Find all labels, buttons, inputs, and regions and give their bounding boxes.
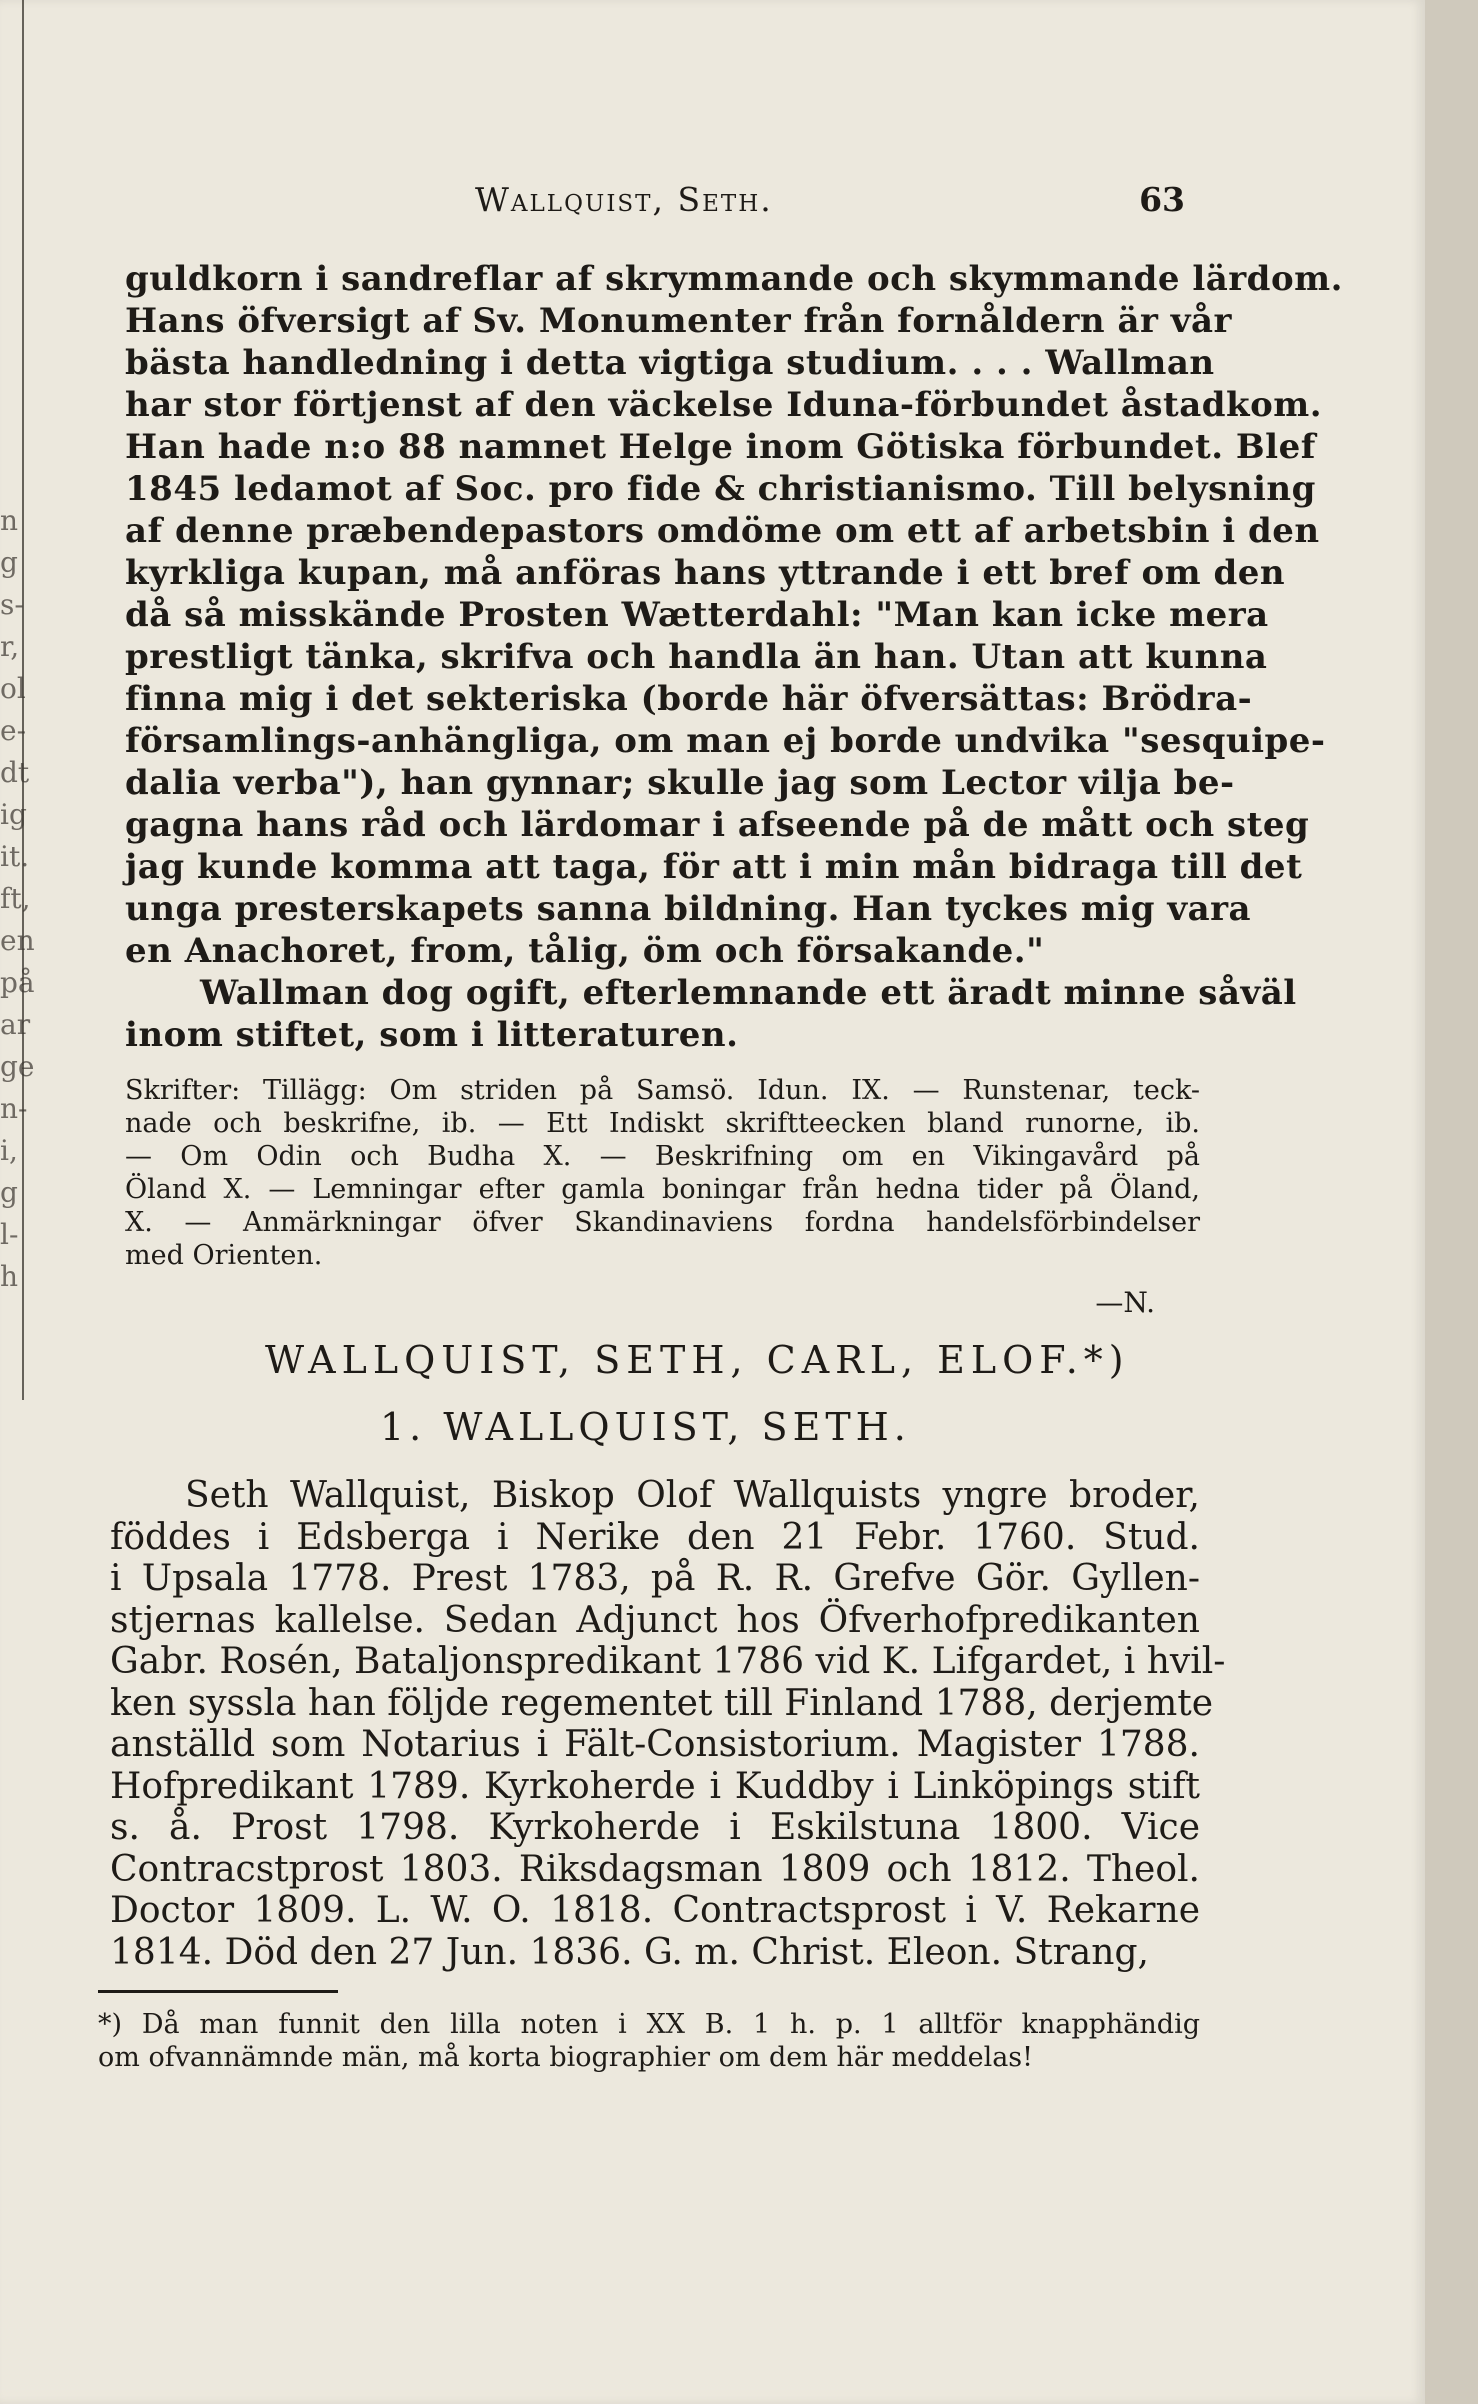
text-line: guldkorn i sandreflar af skrymmande och skymmande lärdom. [125, 259, 1343, 299]
text-line: af denne præbendepastors omdöme om ett af arbetsbin i den [125, 511, 1320, 551]
edge-fragment: n [0, 504, 19, 537]
text-line: Hans öfversigt af Sv. Monumenter från fornåldern är vår [125, 301, 1232, 341]
text-line: 1814. Död den 27 Jun. 1836. G. m. Christ. Eleon. Strang, [110, 1931, 1149, 1973]
edge-fragment: ft, [0, 882, 31, 915]
text-line: dalia verba"), han gynnar; skulle jag som Lector vilja be- [125, 763, 1235, 803]
footnote [98, 2008, 1200, 2074]
page-number: 63 [1139, 180, 1185, 219]
edge-fragment: h [0, 1260, 19, 1293]
text-line: Seth Wallquist, Biskop Olof Wallquists yngre broder, [185, 1475, 1200, 1516]
text-line: en Anachoret, from, tålig, öm och försakande." [125, 931, 1045, 971]
text-line: Wallman dog ogift, efterlemnande ett äradt minne såväl [200, 973, 1297, 1013]
edge-fragment: ge [0, 1050, 35, 1083]
edge-fragment: en [0, 924, 35, 957]
text-line: *) Då man funnit den lilla noten i XX B. 1 h. p. 1 alltför knapphändig [98, 2009, 1200, 2040]
text-line: Gabr. Rosén, Bataljonspredikant 1786 vid K. Lifgardet, i hvil- [110, 1641, 1226, 1682]
writings-list [125, 1074, 1200, 1272]
text-line: X. — Anmärkningar öfver Skandinaviens fordna handelsförbindelser [125, 1207, 1200, 1238]
paragraph-wallman-death [125, 972, 1297, 1056]
text-line: Contracstprost 1803. Riksdagsman 1809 och 1812. Theol. [110, 1848, 1200, 1890]
text-block-seth [110, 1475, 1226, 1973]
text-line: Doctor 1809. L. W. O. 1818. Contractsprost i V. Rekarne [110, 1890, 1200, 1931]
text-line: stjernas kallelse. Sedan Adjunct hos Öfverhofpredikanten [110, 1599, 1200, 1641]
text-line: Hofpredikant 1789. Kyrkoherde i Kuddby i Linköpings stift [110, 1765, 1200, 1807]
edge-fragment: ar [0, 1008, 31, 1041]
text-line: i Upsala 1778. Prest 1783, på R. R. Grefve Gör. Gyllen- [110, 1558, 1200, 1599]
text-line: unga presterskapets sanna bildning. Han tyckes mig vara [125, 889, 1252, 929]
text-line: jag kunde komma att taga, för att i min mån bidraga till det [125, 847, 1303, 887]
text-line: församlings-anhängliga, om man ej borde undvika "sesquipe- [125, 721, 1326, 761]
text-line: inom stiftet, som i litteraturen. [125, 1015, 739, 1055]
text-line: med Orienten. [125, 1240, 323, 1271]
edge-fragment: r, [0, 630, 20, 663]
page-shadow [1425, 0, 1478, 2404]
text-block-wallman [125, 258, 1343, 1319]
text-line: Öland X. — Lemningar efter gamla boningar från hedna tider på Öland, [125, 1174, 1200, 1205]
text-line: 1845 ledamot af Soc. pro fide & christianismo. Till belysning [125, 469, 1316, 509]
edge-fragment: l- [0, 1218, 19, 1251]
text-line: Skrifter: Tillägg: Om striden på Samsö. Idun. IX. — Runstenar, teck- [125, 1075, 1200, 1106]
section-heading: WALLQUIST, SETH, CARL, ELOF.*) [265, 1338, 1130, 1382]
paragraph-seth-biography [110, 1475, 1226, 1973]
edge-fragment: g [0, 1176, 18, 1209]
subsection-heading: 1. WALLQUIST, SETH. [380, 1405, 911, 1449]
edge-fragment: it. [0, 840, 30, 873]
edge-fragment: i, [0, 1134, 18, 1167]
edge-fragment: ol [0, 672, 26, 705]
edge-fragment: på [0, 966, 35, 999]
footnote-rule [98, 1990, 338, 1993]
edge-fragment: g [0, 546, 18, 579]
edge-fragment: s- [0, 588, 24, 621]
text-line: nade och beskrifne, ib. — Ett Indiskt skriftteecken bland runorne, ib. [125, 1108, 1200, 1139]
text-line: Han hade n:o 88 namnet Helge inom Götiska förbundet. Blef [125, 427, 1316, 467]
text-line: — Om Odin och Budha X. — Beskrifning om en Vikingavård på [125, 1141, 1200, 1172]
text-line: föddes i Edsberga i Nerike den 21 Febr. 1760. Stud. [110, 1516, 1200, 1558]
text-line: har stor förtjenst af den väckelse Iduna-förbundet åstadkom. [125, 385, 1323, 425]
signature: —N. [1095, 1286, 1155, 1319]
paragraph-wallman-continued [125, 258, 1343, 972]
text-line: ken syssla han följde regementet till Finland 1788, derjemte [110, 1682, 1214, 1724]
edge-fragment: n- [0, 1092, 28, 1125]
text-line: om ofvannämnde män, må korta biographier om dem här meddelas! [98, 2042, 1034, 2073]
edge-fragment: e- [0, 714, 27, 747]
text-line: finna mig i det sekteriska (borde här öfversättas: Brödra- [125, 679, 1253, 719]
running-head [125, 180, 1185, 230]
edge-fragment: ig [0, 798, 27, 831]
text-line: bästa handledning i detta vigtiga studium. . . . Wallman [125, 343, 1215, 383]
text-line: s. å. Prost 1798. Kyrkoherde i Eskilstuna 1800. Vice [110, 1807, 1200, 1848]
running-head-name: Wallquist, Seth. [475, 180, 773, 219]
text-line: prestligt tänka, skrifva och handla än han. Utan att kunna [125, 637, 1268, 677]
text-line: då så misskände Prosten Wætterdahl: "Man kan icke mera [125, 595, 1269, 635]
text-line: gagna hans råd och lärdomar i afseende på de mått och steg [125, 805, 1310, 845]
text-line: anställd som Notarius i Fält-Consistorium. Magister 1788. [110, 1724, 1200, 1765]
edge-fragment: dt [0, 756, 30, 789]
facing-page-fragments [0, 500, 35, 1298]
text-line: kyrkliga kupan, må anföras hans yttrande i ett bref om den [125, 553, 1286, 593]
